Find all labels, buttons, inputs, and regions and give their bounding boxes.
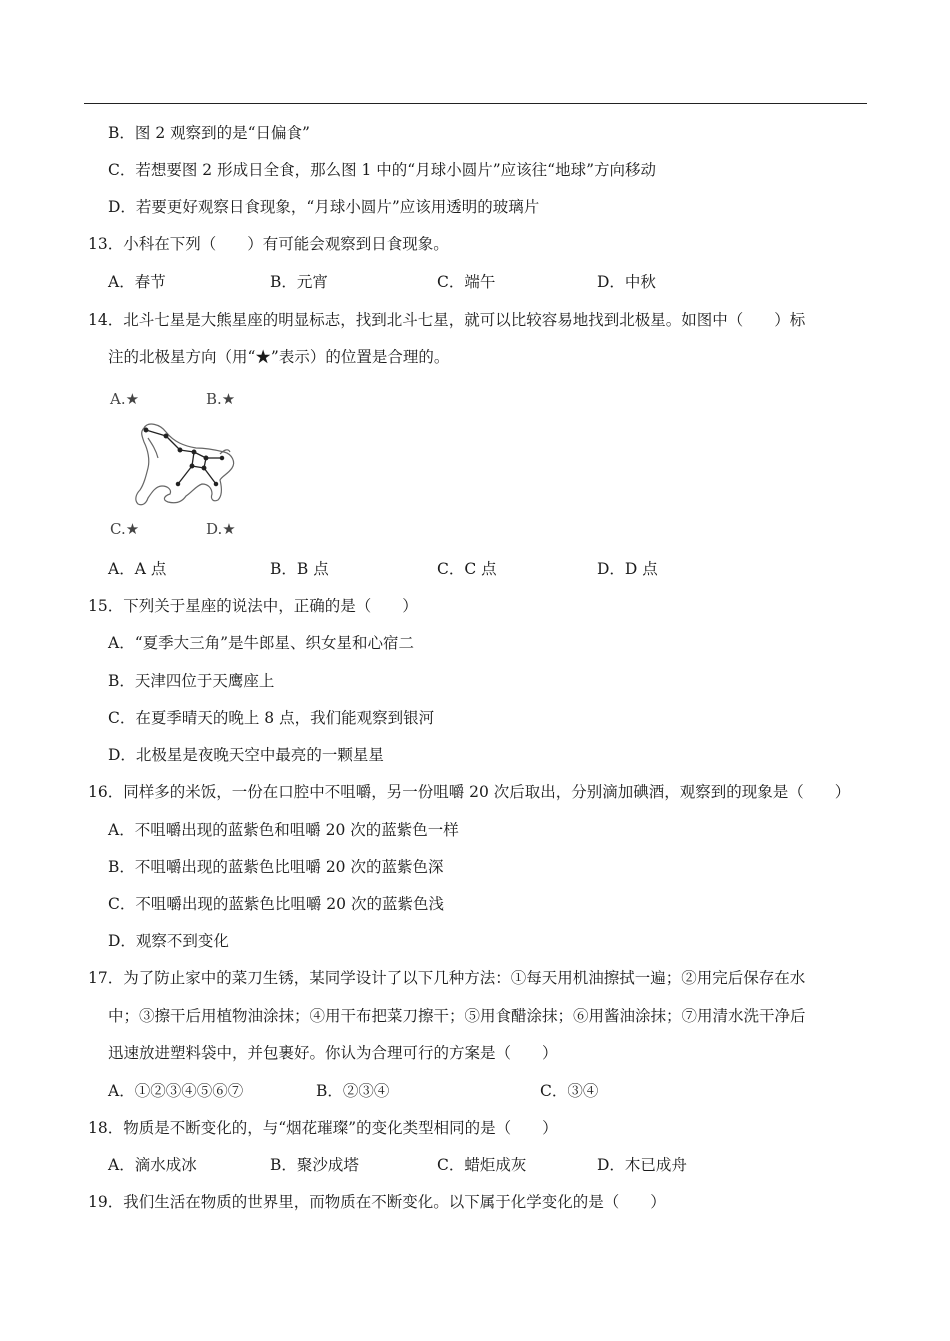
q13-stem: 13．小科在下列（ ）有可能会观察到日食现象。 [88, 235, 449, 253]
q17-stem-line1: 17．为了防止家中的菜刀生锈，某同学设计了以下几种方法：①每天用机油擦拭一遍；②用完后保存在水 [88, 969, 806, 987]
q18-option-d: D．木已成舟 [597, 1156, 687, 1174]
q12-option-c: C．若想要图 2 形成日全食，那么图 1 中的“月球小圆片”应该往“地球”方向移动 [108, 161, 656, 179]
q18-stem: 18．物质是不断变化的，与“烟花璀璨”的变化类型相同的是（ ） [88, 1119, 558, 1137]
q18-option-a: A．滴水成冰 [108, 1156, 197, 1174]
q13-option-b: B．元宵 [270, 273, 328, 291]
q16-stem: 16．同样多的米饭，一份在口腔中不咀嚼，另一份咀嚼 20 次后取出，分别滴加碘酒，观察到的现象是（ ） [88, 783, 851, 801]
q15-option-b: B．天津四位于天鹰座上 [108, 672, 275, 690]
figure-label-d: D.★ [206, 520, 236, 538]
q17-option-b: B．②③④ [316, 1082, 390, 1100]
q17-stem-line2: 中；③擦干后用植物油涂抹；④用干布把菜刀擦干；⑤用食醋涂抹；⑥用酱油涂抹；⑦用清水洗干净后 [108, 1007, 806, 1025]
q13-option-a: A．春节 [108, 273, 166, 291]
q15-option-c: C．在夏季晴天的晚上 8 点，我们能观察到银河 [108, 709, 435, 727]
q17-option-c: C．③④ [540, 1082, 599, 1100]
big-dipper-stars-icon [144, 428, 223, 485]
q15-option-a: A．“夏季大三角”是牛郎星、织女星和心宿二 [108, 634, 415, 652]
ursa-major-illustration [108, 388, 248, 538]
q14-stem-line2: 注的北极星方向（用“★”表示）的位置是合理的。 [108, 348, 450, 366]
q14-option-b: B．B 点 [270, 560, 329, 578]
bear-outline-icon [136, 424, 234, 505]
q16-option-c: C．不咀嚼出现的蓝紫色比咀嚼 20 次的蓝紫色浅 [108, 895, 444, 913]
q14-stem-line1: 14．北斗七星是大熊星座的明显标志，找到北斗七星，就可以比较容易地找到北极星。如图中（ ）标 [88, 311, 806, 329]
figure-label-c: C.★ [110, 520, 140, 538]
header-rule [84, 103, 867, 104]
q14-option-c: C．C 点 [437, 560, 497, 578]
q14-option-a: A．A 点 [108, 560, 167, 578]
q13-option-d: D．中秋 [597, 273, 656, 291]
q15-stem: 15．下列关于星座的说法中，正确的是（ ） [88, 597, 418, 615]
q16-option-d: D．观察不到变化 [108, 932, 229, 950]
q12-option-b: B．图 2 观察到的是“日偏食” [108, 124, 310, 142]
q18-option-b: B．聚沙成塔 [270, 1156, 359, 1174]
figure-label-a: A.★ [110, 390, 140, 408]
figure-label-b: B.★ [206, 390, 236, 408]
q18-option-c: C．蜡炬成灰 [437, 1156, 527, 1174]
q19-stem: 19．我们生活在物质的世界里，而物质在不断变化。以下属于化学变化的是（ ） [88, 1193, 666, 1211]
q17-option-a: A．①②③④⑤⑥⑦ [108, 1082, 244, 1100]
big-dipper-figure [108, 388, 248, 538]
q13-option-c: C．端午 [437, 273, 496, 291]
q14-option-d: D．D 点 [597, 560, 658, 578]
q17-stem-line3: 迅速放进塑料袋中，并包裹好。你认为合理可行的方案是（ ） [108, 1044, 558, 1062]
q16-option-a: A．不咀嚼出现的蓝紫色和咀嚼 20 次的蓝紫色一样 [108, 821, 459, 839]
q12-option-d: D．若要更好观察日食现象，“月球小圆片”应该用透明的玻璃片 [108, 198, 540, 216]
q15-option-d: D．北极星是夜晚天空中最亮的一颗星星 [108, 746, 384, 764]
q16-option-b: B．不咀嚼出现的蓝紫色比咀嚼 20 次的蓝紫色深 [108, 858, 444, 876]
